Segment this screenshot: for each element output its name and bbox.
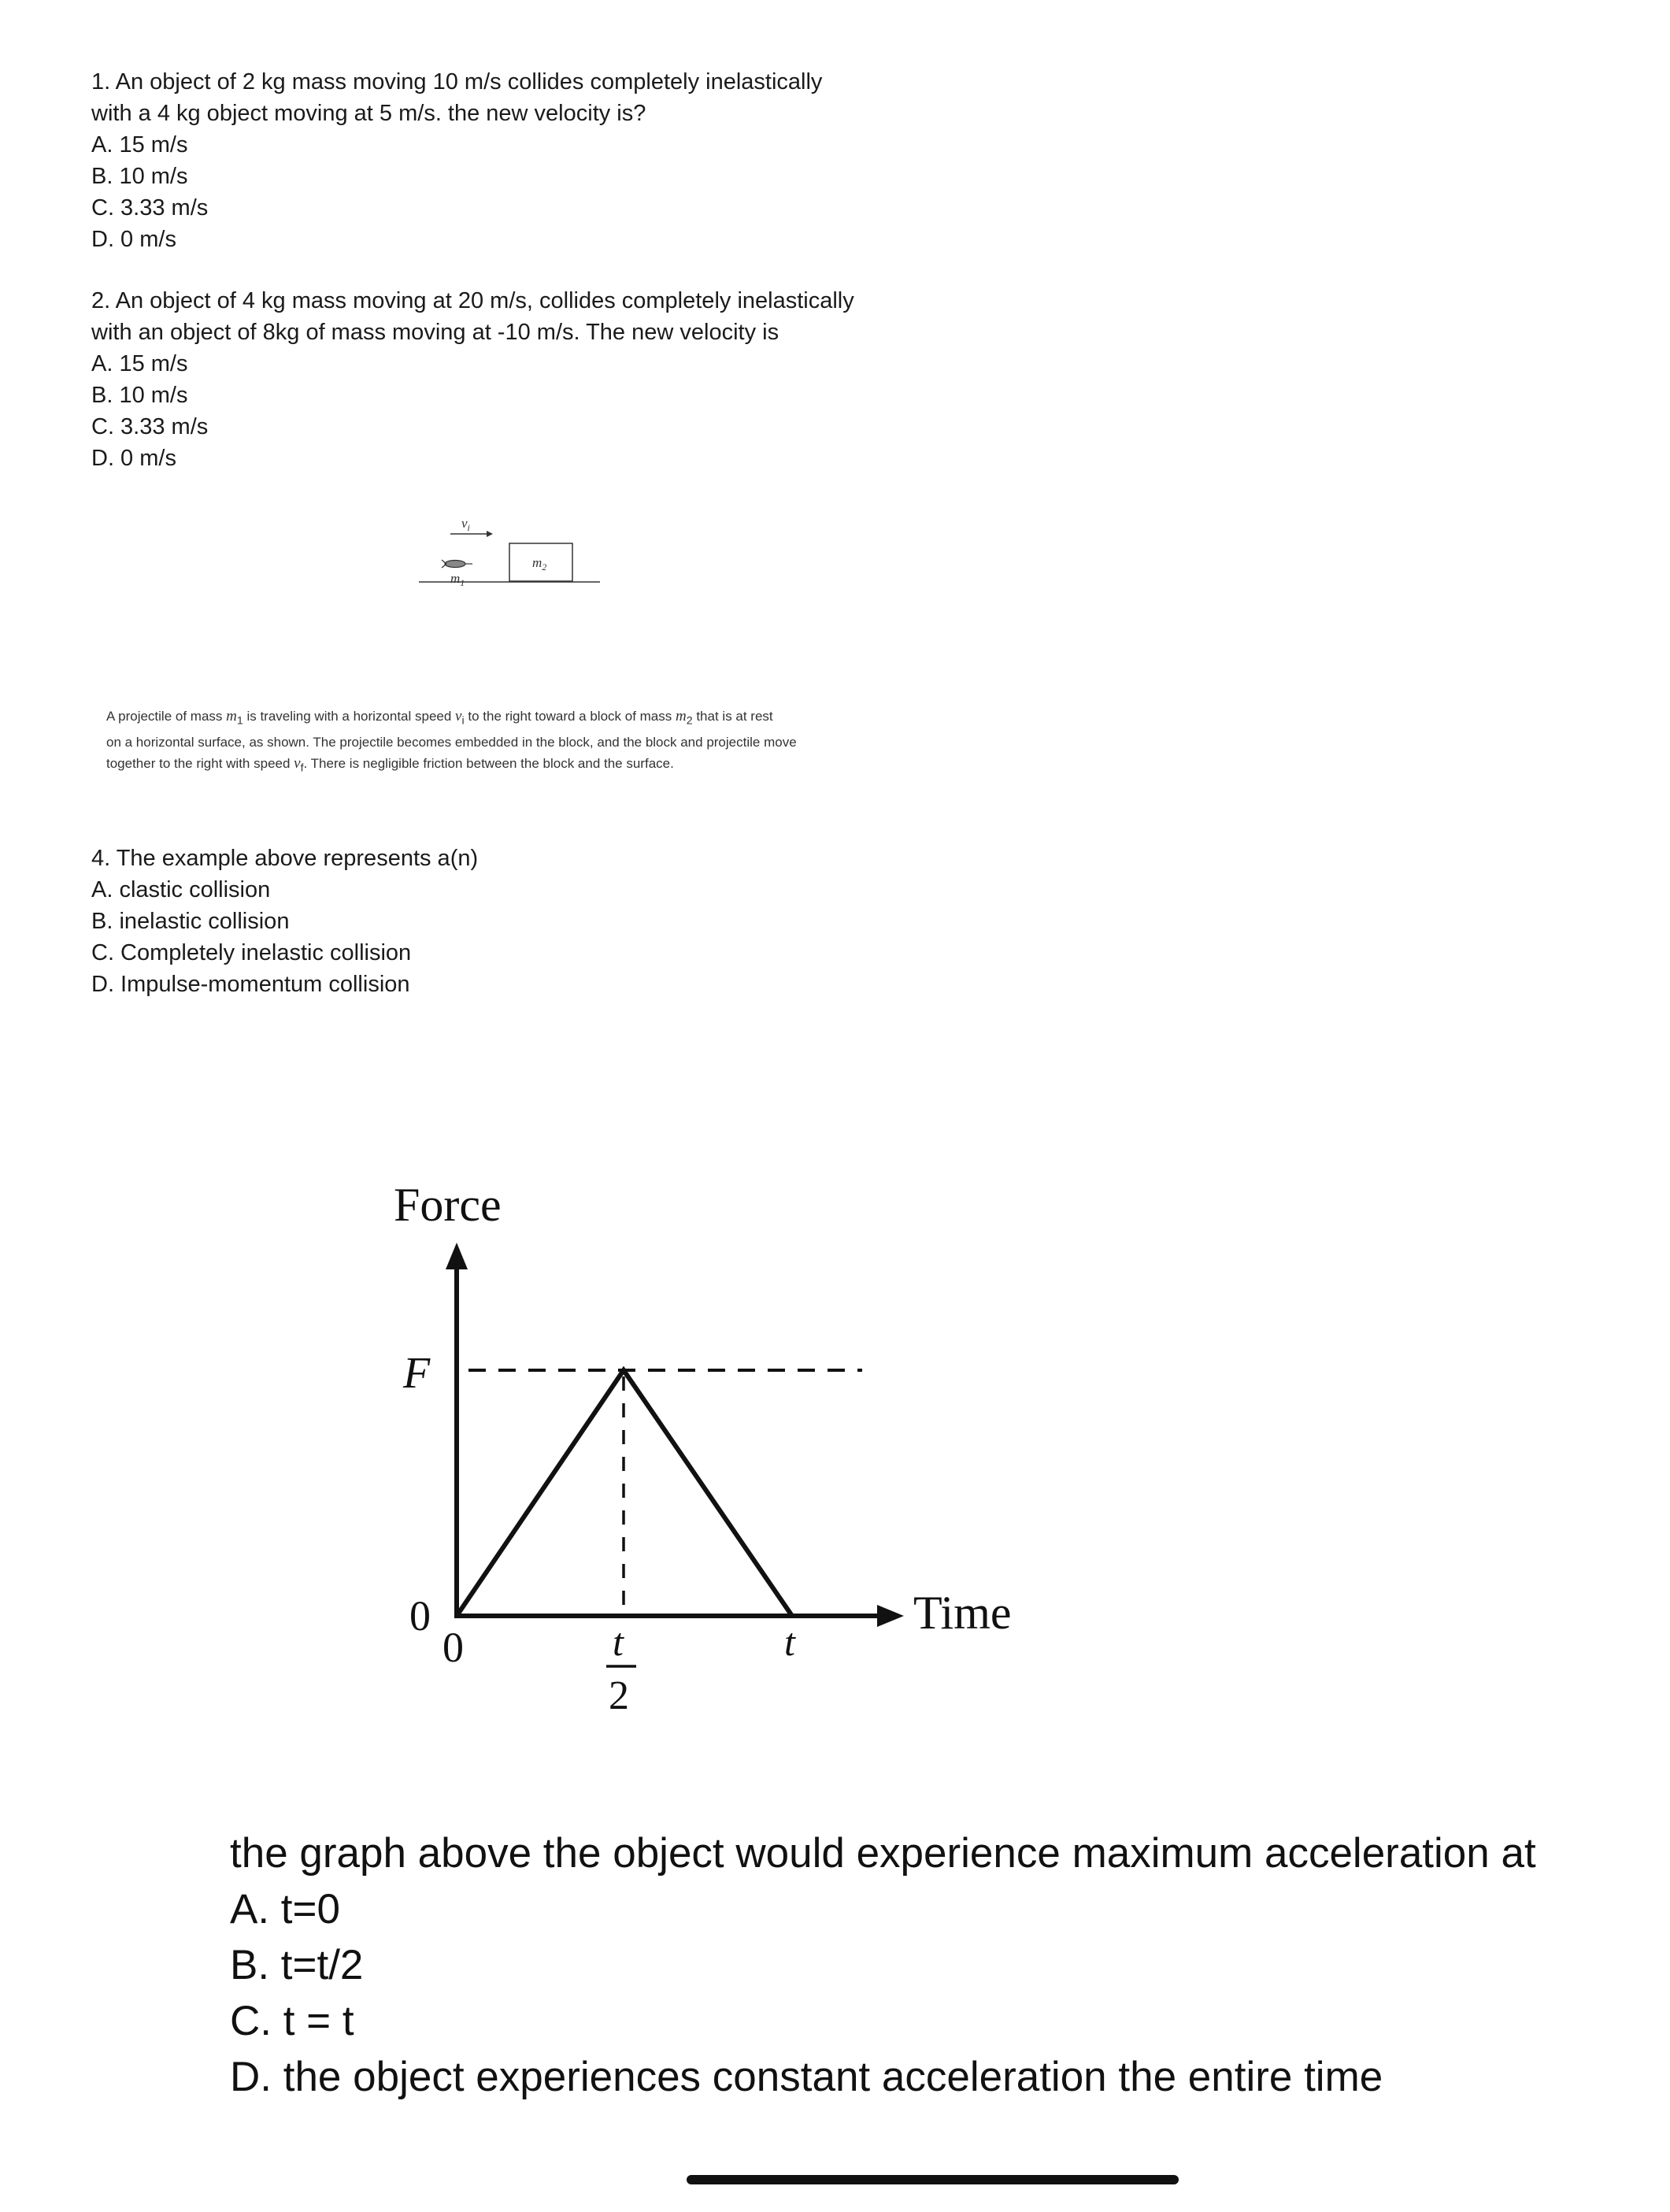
question-5-option-a: A. t=0 [230, 1886, 340, 1932]
question-1-line-1: 1. An object of 2 kg mass moving 10 m/s collides completely inelastically [91, 69, 823, 94]
description-line-3 [106, 753, 797, 779]
question-5-option-b: B. t=t/2 [230, 1942, 364, 1988]
problem-description [106, 706, 797, 780]
var-vi: v [455, 708, 462, 724]
description-text: is traveling with a horizontal speed [243, 709, 456, 724]
question-1-option-a: A. 15 m/s [91, 132, 188, 157]
origin-y-label: 0 [409, 1592, 431, 1640]
x-axis-label: Time [913, 1587, 1012, 1639]
half-time-denominator: 2 [609, 1673, 629, 1718]
half-time-numerator: t [613, 1620, 624, 1664]
question-5-text: the graph above the object would experience maximum acceleration at [230, 1830, 1536, 1877]
question-4-option-a: A. clastic collision [91, 877, 271, 902]
description-text: . There is negligible friction between the block and the surface. [303, 756, 674, 772]
question-2-option-a: A. 15 m/s [91, 351, 188, 376]
description-text: A projectile of mass [106, 709, 227, 724]
end-time-label: t [784, 1620, 795, 1664]
description-text: to the right toward a block of mass [464, 709, 676, 724]
question-5-option-d: D. the object experiences constant acceleration the entire time [230, 2054, 1383, 2100]
question-1-option-d: D. 0 m/s [91, 227, 176, 252]
var-vf: v [294, 755, 301, 773]
collision-diagram [409, 510, 606, 597]
var-vi-sub: i [461, 714, 465, 728]
description-line-1 [106, 706, 797, 732]
question-1-option-c: C. 3.33 m/s [91, 195, 209, 220]
origin-x-label: 0 [442, 1624, 464, 1671]
question-4 [91, 843, 478, 1000]
m2-label: $m_2$ [532, 555, 547, 572]
y-axis-arrowhead [446, 1243, 468, 1269]
description-text: that is at rest [692, 709, 773, 724]
description-text: together to the right with speed [106, 756, 294, 772]
question-2 [91, 285, 854, 474]
question-5-option-c: C. t = t [230, 1998, 354, 2044]
var-m1-sub: 1 [236, 714, 243, 728]
var-m1: m [226, 708, 237, 724]
question-2-option-c: C. 3.33 m/s [91, 414, 209, 439]
velocity-arrowhead [487, 531, 493, 537]
question-2-line-1: 2. An object of 4 kg mass moving at 20 m/s, collides completely inelastically [91, 288, 854, 313]
question-1-option-b: B. 10 m/s [91, 164, 188, 189]
home-indicator-bar[interactable] [687, 2175, 1179, 2184]
question-4-text: 4. The example above represents a(n) [91, 846, 479, 871]
question-2-option-b: B. 10 m/s [91, 383, 188, 408]
x-axis-arrowhead [877, 1605, 904, 1627]
peak-force-label: F [403, 1349, 431, 1398]
question-2-line-2: with an object of 8kg of mass moving at -10 m/s. The new velocity is [91, 320, 779, 345]
var-vf-sub: f [300, 761, 304, 775]
vi-label: $v_i$ [461, 516, 470, 533]
m1-label: $m_1$ [450, 571, 465, 588]
projectile-icon [442, 560, 472, 568]
question-4-option-c: C. Completely inelastic collision [91, 940, 412, 965]
question-1 [91, 66, 822, 255]
question-1-line-2: with a 4 kg object moving at 5 m/s. the new velocity is? [91, 101, 646, 126]
question-5 [230, 1825, 1536, 2105]
question-4-option-d: D. Impulse-momentum collision [91, 972, 410, 997]
y-axis-label: Force [394, 1179, 502, 1231]
question-4-option-b: B. inelastic collision [91, 909, 290, 934]
description-line-2: on a horizontal surface, as shown. The projectile becomes embedded in the block, and the block and projectile move [106, 735, 797, 750]
var-m2-sub: 2 [686, 714, 693, 728]
question-2-option-d: D. 0 m/s [91, 446, 176, 471]
force-time-graph [370, 1165, 1039, 1732]
var-m2: m [676, 708, 687, 724]
